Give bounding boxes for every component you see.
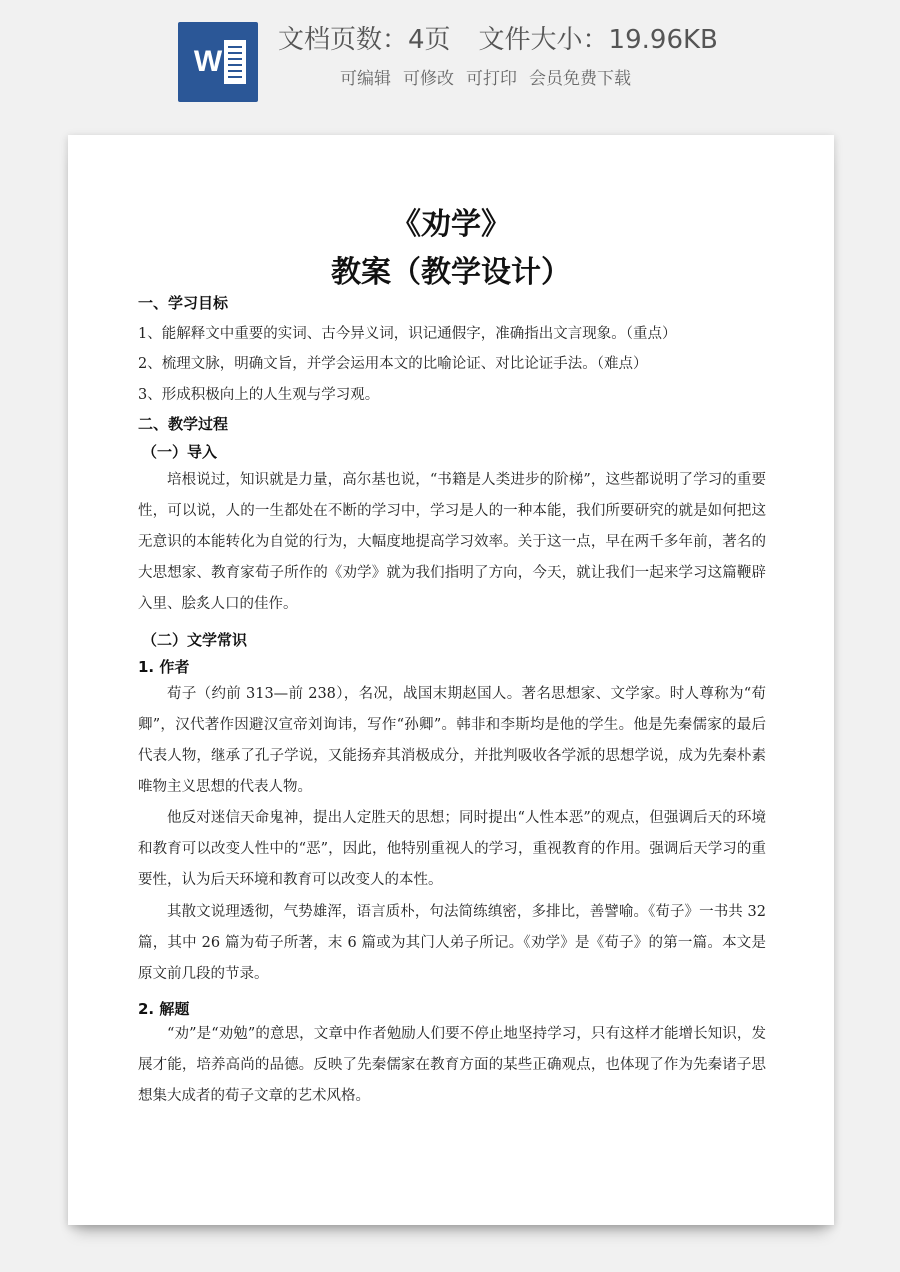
author-paragraph: 其散文说理透彻，气势雄浑，语言质朴，句法简练缜密，多排比，善譬喻。《荀子》一书共 32 篇，其中 26 篇为荀子所著，末 6 篇或为其门人弟子所记。《劝学》是《荀子》的第一篇。本文是原文前几段的节录。 [138,904,766,982]
word-document-icon [178,22,258,102]
section-heading-process: 二、教学过程 [138,415,229,433]
author-paragraph: 他反对迷信天命鬼神，提出人定胜天的思想；同时提出“人性本恶”的观点，但强调后天的环境和教育可以改变人性中的“恶”，因此，他特别重视人的学习，重视教育的作用。强调后天学习的重要性，认为后天环境和教育可以改变人的本性。 [138,810,766,888]
document-lines-icon [224,40,246,84]
file-size: 文件大小：19.96KB [478,25,718,55]
feature-list [340,66,643,92]
page-count: 文档页数：4页 [278,25,451,55]
document-title: 《劝学》 [391,207,511,242]
document-subtitle: 教案（教学设计） [331,255,571,290]
goal-item: 3、形成积极向上的人生观与学习观。 [138,387,380,403]
author-paragraph: 荀子（约前 313—前 238），名况，战国末期赵国人。著名思想家、文学家。时人尊称为“荀卿”，汉代著作因避汉宣帝刘询讳，写作“孙卿”。韩非和李斯均是他的学生。他是先秦儒家的最后代表人物，继承了孔子学说，又能扬弃其消极成分，并批判吸收各学派的思想学说，成为先秦朴素唯物主义思想的代表人物。 [138,686,766,795]
title-explanation-heading: 2. 解题 [138,1000,190,1018]
document-page [68,135,834,1225]
document-meta [278,20,718,60]
section-heading-goals: 一、学习目标 [138,294,229,312]
word-letter: W [193,45,223,78]
feature-member-download: 会员免费下载 [529,69,631,89]
feature-modifiable: 可修改 [403,69,454,89]
intro-paragraph: 培根说过，知识就是力量，高尔基也说，“书籍是人类进步的阶梯”，这些都说明了学习的重要性，可以说，人的一生都处在不断的学习中，学习是人的一种本能，我们所要研究的就是如何把这无意识的本能转化为自觉的行为，大幅度地提高学习效率。关于这一点，早在两千多年前，著名的大思想家、教育家荀子所作的《劝学》就为我们指明了方向，今天，就让我们一起来学习这篇鞭辟入里、脍炙人口的佳作。 [138,472,766,612]
goal-item: 1、能解释文中重要的实词、古今异义词，识记通假字，准确指出文言现象。（重点） [138,326,677,342]
document-info-banner [0,0,900,120]
goal-item: 2、梳理文脉，明确文旨，并学会运用本文的比喻论证、对比论证手法。（难点） [138,356,648,372]
author-heading: 1. 作者 [138,658,190,676]
title-explanation-paragraph: “劝”是“劝勉”的意思，文章中作者勉励人们要不停止地坚持学习，只有这样才能增长知识，发展才能，培养高尚的品德。反映了先秦儒家在教育方面的某些正确观点，也体现了作为先秦诸子思想集大成者的荀子文章的艺术风格。 [138,1026,766,1104]
subsection-heading-literary: （二）文学常识 [142,631,248,649]
feature-printable: 可打印 [466,69,517,89]
subsection-heading-intro: （一）导入 [142,443,218,461]
feature-editable: 可编辑 [340,69,391,89]
